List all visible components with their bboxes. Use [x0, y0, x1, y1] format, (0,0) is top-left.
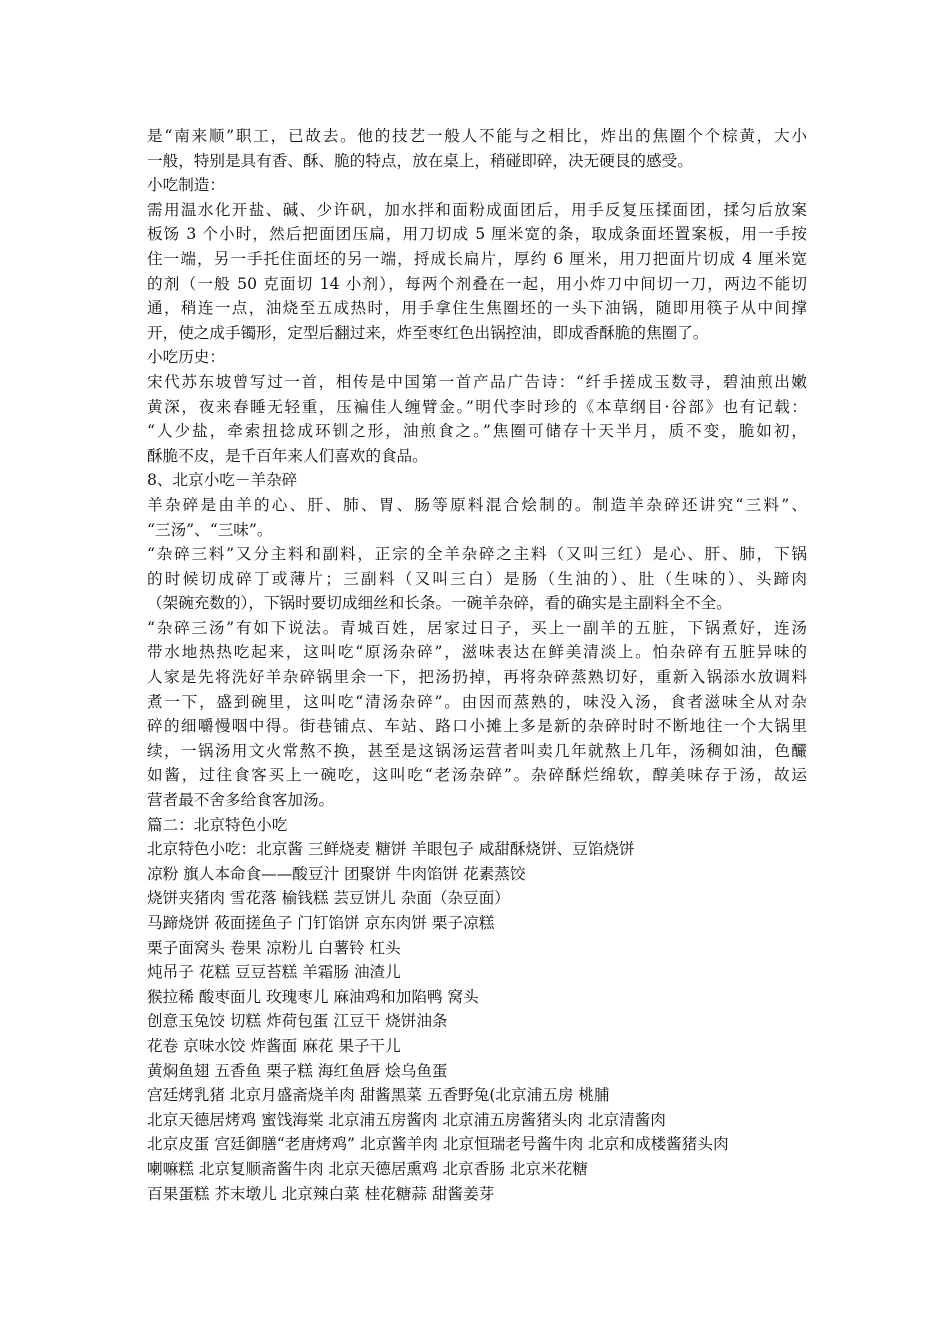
text-line: “杂碎三汤”有如下说法。青城百姓，居家过日子，买上一副羊的五脏，下锅煮好，连汤: [147, 618, 807, 637]
text-line: 一般，特别是具有香、酥、脆的特点，放在桌上，稍碰即碎，决无硬艮的感受。: [147, 151, 693, 170]
text-line: 酥脆不皮，是千百年来人们喜欢的食品。: [147, 446, 428, 465]
text-line: 北京天德居烤鸡 蜜饯海棠 北京浦五房酱肉 北京浦五房酱猪头肉 北京清酱肉: [147, 1110, 666, 1129]
text-line: 如酱，过往食客买上一碗吃，这叫吃“老汤杂碎”。杂碎酥烂绵软，醇美味存于汤，故运: [147, 766, 807, 785]
text-line: 炖吊子 花糕 豆豆苔糕 羊霜肠 油渣儿: [147, 963, 401, 982]
text-line: 北京皮蛋 宫廷御膳“老唐烤鸡” 北京酱羊肉 北京恒瑞老号酱牛肉 北京和成楼酱猪头肉: [147, 1135, 729, 1154]
text-line: 花卷 京味水饺 炸酱面 麻花 果子干儿: [147, 1036, 401, 1055]
text-line: 羊杂碎是由羊的心、肝、肺、胃、肠等原料混合烩制的。制造羊杂碎还讲究“三料”、: [147, 495, 807, 514]
text-line: 是“南来顺”职工，已故去。他的技艺一般人不能与之相比，炸出的焦圈个个棕黄，大小: [147, 127, 807, 145]
text-line: “人少盐，牵索扭捻成环钏之形，油煎食之。”焦圈可储存十天半月，质不变，脆如初，: [147, 422, 807, 441]
text-line: 宫廷烤乳猪 北京月盛斋烧羊肉 甜酱黑菜 五香野兔(北京浦五房 桃脯: [147, 1086, 610, 1105]
text-line: 续，一锅汤用文火常熬不换，甚至是这锅汤运营者叫卖几年就熬上几年，汤稠如油，色釅: [147, 741, 807, 760]
text-line: 带水地热热吃起来，这叫吃“原汤杂碎”，滋味表达在鲜美清淡上。怕杂碎有五脏异味的: [147, 643, 807, 662]
text-line: 猴拉稀 酸枣面儿 玫瑰枣儿 麻油鸡和加陷鸭 窝头: [147, 987, 479, 1006]
text-line: 住一端，另一手托住面坯的另一端，捋成长扁片，厚约 6 厘米，用刀把面片切成 4 厘米宽: [147, 249, 807, 268]
text-line: 栗子面窝头 卷果 凉粉儿 白薯铃 杠头: [147, 938, 401, 957]
text-line: 煮一下，盛到碗里，这叫吃“清汤杂碎”。由因而蒸熟的，味没入汤，食者滋味全从对杂: [147, 692, 807, 711]
text-line: “杂碎三料”又分主料和副料，正宗的全羊杂碎之主料（又叫三红）是心、肝、肺，下锅: [147, 545, 807, 564]
text-line: 马蹄烧饼 莜面搓鱼子 门钉馅饼 京东肉饼 栗子凉糕: [147, 914, 495, 932]
text-line: 小吃历史：: [147, 348, 225, 367]
text-line: 创意玉兔饺 切糕 炸荷包蛋 江豆干 烧饼油条: [147, 1012, 448, 1031]
text-line: （架碗充数的），下锅时要切成细丝和长条。一碗羊杂碎，看的确实是主副料全不全。: [147, 594, 732, 613]
text-line: 碎的细嚼慢咽中得。街巷铺点、车站、路口小摊上多是新的杂碎时时不断地往一个大锅里: [147, 717, 807, 736]
text-line: 板饧 3 个小时，然后把面团压扁，用刀切成 5 厘米宽的条，取成条面坯置案板，用一手按: [147, 225, 807, 244]
text-line: 黄深，夜来春睡无轻重，压褊佳人缠臂金。”明代李时珍的《本草纲目·谷部》也有记载：: [147, 397, 807, 416]
document-page: [147, 124, 807, 1206]
text-line: 通，稍连一点，油烧至五成热时，用手拿住生焦圈坯的一头下油锅，随即用筷子从中间撑: [147, 299, 807, 318]
text-line: 烧饼夹猪肉 雪花落 榆钱糕 芸豆饼儿 杂面（杂豆面）: [147, 889, 510, 908]
text-line: 人家是先将洗好羊杂碎锅里余一下，把汤扔掉，再将杂碎蒸熟切好，重新入锅添水放调料: [147, 668, 807, 687]
text-line: 黄焖鱼翅 五香鱼 栗子糕 海红鱼唇 烩乌鱼蛋: [147, 1061, 448, 1080]
text-line: 的剂（一般 50 克面切 14 小剂），每两个剂叠在一起，用小炸刀中间切一刀，两边不能切: [147, 274, 807, 293]
text-line: 营者最不舍多给食客加汤。: [147, 791, 335, 810]
text-line: 百果蛋糕 芥末墩儿 北京辣白菜 桂花糖蒜 甜酱姜芽: [147, 1184, 495, 1203]
text-line: 8、北京小吃－羊杂碎: [147, 471, 298, 490]
text-line: 北京特色小吃：北京酱 三鲜烧麦 糖饼 羊眼包子 咸甜酥烧饼、豆馅烧饼: [147, 840, 635, 859]
text-line: 篇二：北京特色小吃: [147, 815, 288, 834]
text-line: 喇嘛糕 北京复顺斋酱牛肉 北京天德居熏鸡 北京香肠 北京米花糖: [147, 1159, 588, 1178]
text-line: 小吃制造：: [147, 176, 225, 195]
text-line: “三汤”、“三味”。: [147, 520, 273, 539]
text-line: 需用温水化开盐、碱、少许矾，加水拌和面粉成面团后，用手反复压揉面团，揉匀后放案: [147, 200, 807, 219]
text-line: 的时候切成碎丁或薄片；三副料（又叫三白）是肠（生油的）、肚（生味的）、头蹄肉: [147, 569, 807, 588]
text-line: 开，使之成手镯形，定型后翻过来，炸至枣红色出锅控油，即成香酥脆的焦圈了。: [147, 323, 709, 342]
text-line: 凉粉 旗人本命食——酸豆汁 团聚饼 牛肉馅饼 花素蒸饺: [147, 864, 526, 883]
text-line: 宋代苏东坡曾写过一首，相传是中国第一首产品广告诗：“纤手搓成玉数寻，碧油煎出嫩: [147, 372, 807, 391]
